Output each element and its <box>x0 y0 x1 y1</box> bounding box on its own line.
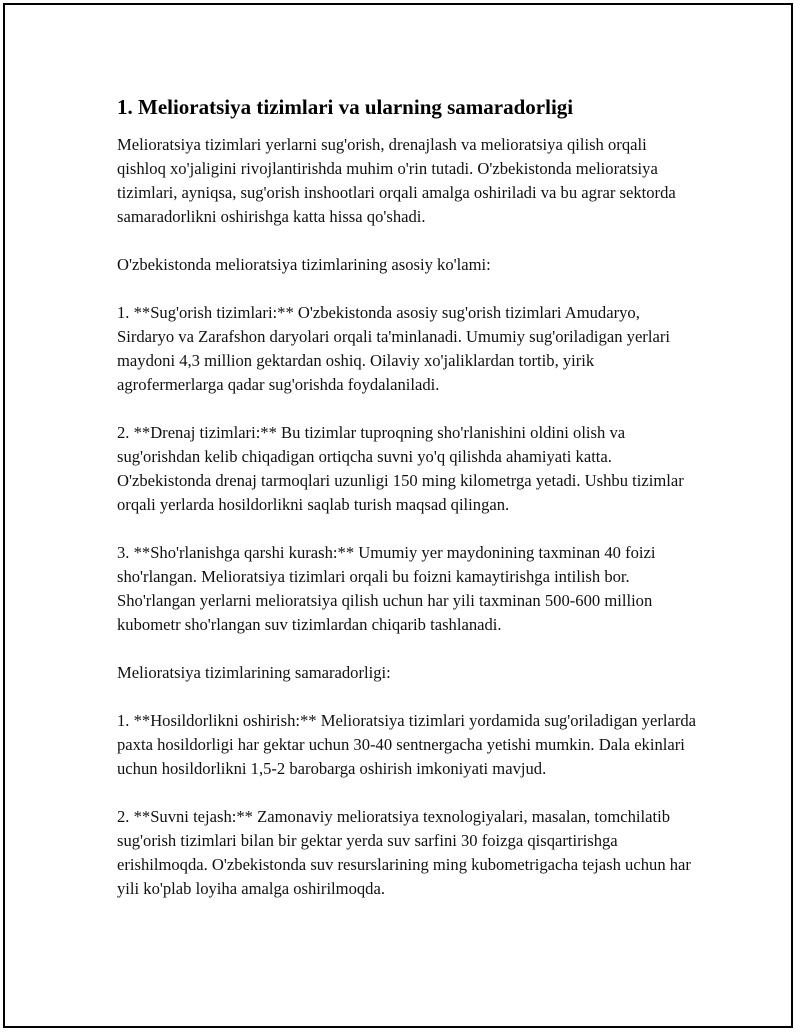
yield-paragraph: 1. **Hosildorlikni oshirish:** Melioratsiya tizimlari yordamida sug'oriladigan yerlarda paxta hosildorligi har gektar uchun 30-40 sentnergacha yetishi mumkin. Dala ekinlari uchun hosildorlikni 1,5-2 barobarga oshirish imkoniyati mavjud. <box>117 711 697 778</box>
drainage-paragraph: 2. **Drenaj tizimlari:** Bu tizimlar tuproqning sho'rlanishini oldini olish va sug'orishdan kelib chiqadigan ortiqcha suvni yo'q qilishda ahamiyati katta. O'zbekistonda drenaj tarmoqlari uzunligi 150 ming kilometrga yetadi. Ushbu tizimlar orqali yerlarda hosildorlikni saqlab turish maqsad qilingan. <box>117 423 684 514</box>
section-heading: 1. Melioratsiya tizimlari va ularning samaradorligi <box>117 95 574 119</box>
salinity-paragraph: 3. **Sho'rlanishga qarshi kurash:** Umumiy yer maydonining taxminan 40 foizi sho'rlangan. Melioratsiya tizimlari orqali bu foizni kamaytirishga intilish bor. Sho'rlangan yerlarni melioratsiya qilish uchun har yili taxminan 500-600 million kubometr sho'rlangan suv tizimlardan chiqarib tashlanadi. <box>117 543 656 634</box>
document-body <box>117 93 697 901</box>
irrigation-paragraph: 1. **Sug'orish tizimlari:** O'zbekistonda asosiy sug'orish tizimlari Amudaryo, Sirdaryo va Zarafshon daryolari orqali ta'minlanadi. Umumiy sug'oriladigan yerlari maydoni 4,3 million gektardan oshiq. Oilaviy xo'jaliklardan tortib, yirik agrofermerlarga qadar sug'orishda foydalaniladi. <box>117 303 670 394</box>
intro-paragraph: Melioratsiya tizimlari yerlarni sug'orish, drenajlash va melioratsiya qilish orqali qishloq xo'jaligini rivojlantirishda muhim o'rin tutadi. O'zbekistonda melioratsiya tizimlari, ayniqsa, sug'orish inshootlari orqali amalga oshiriladi va bu agrar sektorda samaradorlikni oshirishga katta hissa qo'shadi. <box>117 135 676 226</box>
scope-subheading: O'zbekistonda melioratsiya tizimlarining asosiy ko'lami: <box>117 255 491 274</box>
water-saving-paragraph: 2. **Suvni tejash:** Zamonaviy melioratsiya texnologiyalari, masalan, tomchilatib sug'orish tizimlari bilan bir gektar yerda suv sarfini 30 foizga qisqartirishga erishilmoqda. O'zbekistonda suv resurslarining ming kubometrigacha tejash uchun har yili ko'plab loyiha amalga oshirilmoqda. <box>117 807 691 898</box>
efficiency-subheading: Melioratsiya tizimlarining samaradorligi: <box>117 663 391 682</box>
